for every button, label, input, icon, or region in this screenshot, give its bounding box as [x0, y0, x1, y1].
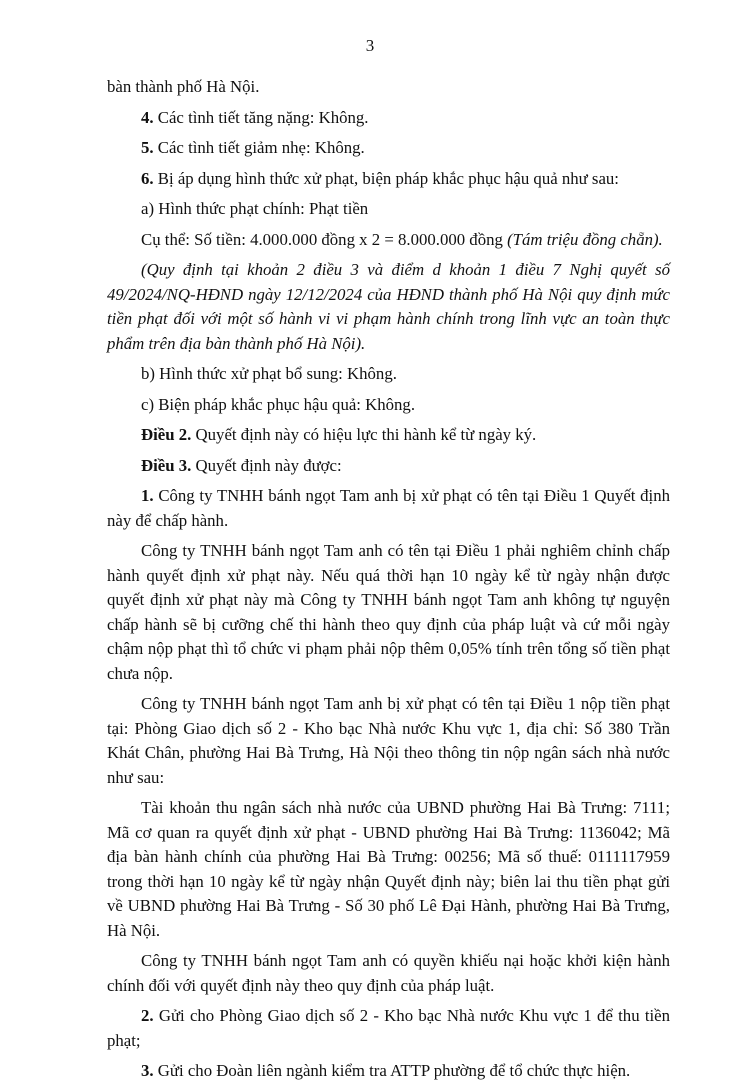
- article-3-item-1-text: Công ty TNHH bánh ngọt Tam anh bị xử phạt có tên tại Điều 1 Quyết định này để chấp hành.: [107, 486, 670, 530]
- page-number: 3: [365, 36, 375, 55]
- article-3-label: Điều 3.: [141, 455, 192, 475]
- payment-paragraph: Công ty TNHH bánh ngọt Tam anh bị xử phạt có tên tại Điều 1 nộp tiền phạt tại: Phòng Giao dịch số 2 - Kho bạc Nhà nước Khu vực 1, địa chỉ: Số 380 Trần Khát Chân, phường Hai Bà Trưng, Hà Nội theo thông tin nộp ngân sách nhà nước như sau:: [107, 694, 670, 787]
- article-3-text: Quyết định này được:: [191, 455, 342, 475]
- article-2-label: Điều 2.: [141, 425, 192, 444]
- fine-amount: [107, 228, 670, 253]
- article-2-text: Quyết định này có hiệu lực thi hành kể từ ngày ký.: [191, 425, 537, 444]
- article-3-item-3-number: 3.: [141, 1061, 154, 1080]
- article-2: [107, 423, 670, 448]
- fine-amount-words: (Tám triệu đồng chẵn).: [507, 229, 663, 249]
- document-body: [107, 75, 670, 1090]
- article-3-item-3: [107, 1059, 670, 1084]
- legal-basis: [107, 258, 670, 356]
- compliance-paragraph: Công ty TNHH bánh ngọt Tam anh có tên tại Điều 1 phải nghiêm chỉnh chấp hành quyết định xử phạt này. Nếu quá thời hạn 10 ngày kể từ ngày nhận được quyết định xử phạt này mà Công ty TNHH bánh ngọt Tam anh không tự nguyện chấp hành sẽ bị cưỡng chế thi hành theo quy định của pháp luật và cứ mỗi ngày chậm nộp phạt thì tổ chức vi phạm phải nộp thêm 0,05% tính trên tổng số tiền phạt chưa nộp.: [107, 541, 670, 683]
- item-4-text: Các tình tiết tăng nặng: Không.: [153, 107, 369, 127]
- item-6-number: 6.: [141, 168, 154, 188]
- legal-basis-text: (Quy định tại khoản 2 điều 3 và điểm d khoản 1 điều 7 Nghị quyết số 49/2024/NQ-HĐND ngày 12/12/2024 của HĐND thành phố Hà Nội quy định mức tiền phạt đối với một số hành vi vi phạm hành chính trong lĩnh vực an toàn thực phẩm trên địa bàn thành phố Hà Nội).: [107, 260, 670, 353]
- item-4: [107, 106, 670, 131]
- continued-line: bàn thành phố Hà Nội.: [107, 77, 260, 96]
- item-5-number: 5.: [141, 138, 154, 157]
- article-3-item-2-number: 2.: [141, 1006, 154, 1025]
- item-6a: a) Hình thức phạt chính: Phạt tiền: [141, 199, 369, 218]
- article-3: [107, 454, 670, 479]
- appeal-paragraph: Công ty TNHH bánh ngọt Tam anh có quyền khiếu nại hoặc khởi kiện hành chính đối với quyết định này theo quy định của pháp luật.: [107, 951, 670, 995]
- fine-amount-text: Cụ thể: Số tiền: 4.000.000 đồng x 2 = 8.000.000 đồng: [141, 229, 508, 249]
- article-3-item-3-text: Gửi cho Đoàn liên ngành kiểm tra ATTP phường để tổ chức thực hiện.: [153, 1061, 631, 1080]
- item-6-text: Bị áp dụng hình thức xử phạt, biện pháp khắc phục hậu quả như sau:: [153, 168, 619, 188]
- item-4-number: 4.: [141, 107, 154, 127]
- item-5: [107, 136, 670, 161]
- item-6b: b) Hình thức xử phạt bổ sung: Không.: [141, 364, 397, 383]
- item-6: [107, 167, 670, 192]
- item-5-text: Các tình tiết giảm nhẹ: Không.: [153, 138, 365, 157]
- account-paragraph: Tài khoản thu ngân sách nhà nước của UBND phường Hai Bà Trưng: 7111; Mã cơ quan ra quyết định xử phạt - UBND phường Hai Bà Trưng: 1136042; Mã địa bàn hành chính của phường Hai Bà Trưng: 00256; Mã số thuế: 0111117959 trong thời hạn 10 ngày kể từ ngày nhận Quyết định này; biên lai thu tiền phạt gửi về UBND phường Hai Bà Trưng - Số 30 phố Lê Đại Hành, phường Hai Bà Trưng, Hà Nội.: [107, 798, 670, 940]
- article-3-item-1-number: 1.: [141, 486, 154, 505]
- article-3-item-2-text: Gửi cho Phòng Giao dịch số 2 - Kho bạc Nhà nước Khu vực 1 để thu tiền phạt;: [107, 1006, 670, 1050]
- item-6c: c) Biện pháp khắc phục hậu quả: Không.: [141, 394, 416, 414]
- article-3-item-1: [107, 484, 670, 533]
